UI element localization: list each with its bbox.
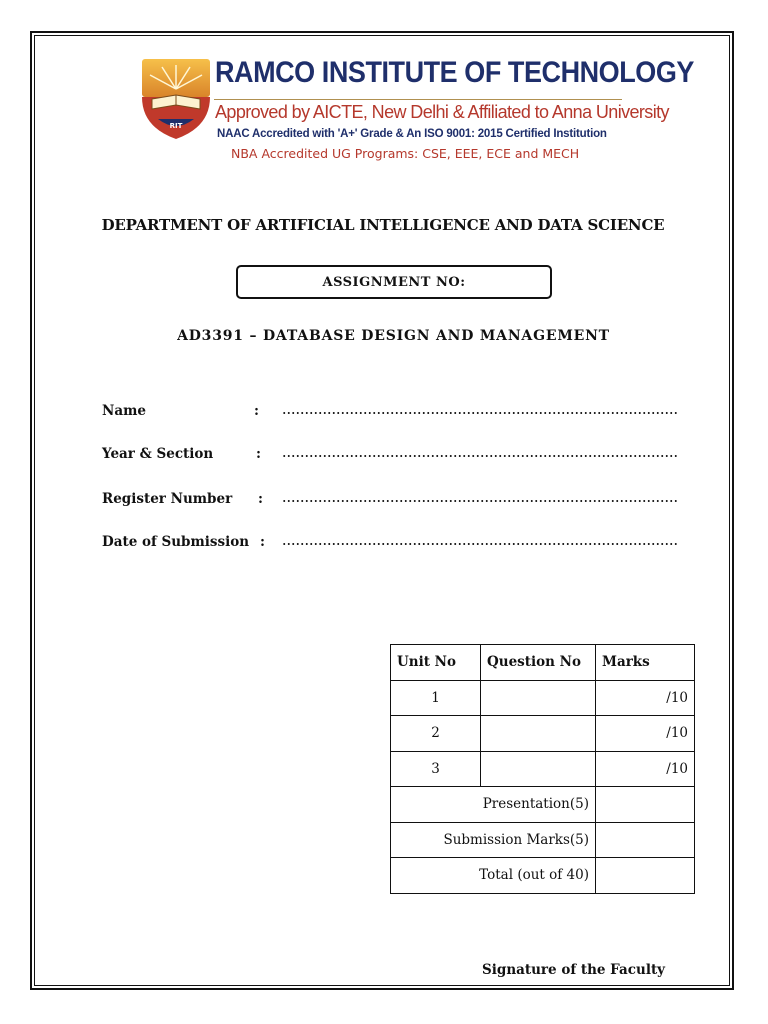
submission-label: Submission Marks(5) — [391, 822, 596, 858]
question-cell[interactable] — [481, 680, 596, 716]
field-date-of-submission-label: Date of Submission — [102, 534, 250, 550]
logo-text: RIT — [169, 122, 183, 130]
table-row — [391, 680, 695, 716]
unit-cell: 2 — [391, 716, 481, 752]
field-year-section-label: Year & Section — [102, 446, 214, 462]
field-year-section-blank[interactable] — [282, 454, 678, 458]
presentation-row — [391, 787, 695, 823]
table-row — [391, 716, 695, 752]
marks-cell[interactable]: /10 — [596, 680, 695, 716]
marks-cell[interactable]: /10 — [596, 716, 695, 752]
nba-text: NBA Accredited UG Programs: CSE, EEE, ECE and MECH — [231, 146, 580, 161]
unit-cell: 1 — [391, 680, 481, 716]
header-marks: Marks — [596, 645, 695, 681]
assignment-number-box — [236, 265, 552, 299]
submission-row — [391, 822, 695, 858]
header-question-no: Question No — [481, 645, 596, 681]
submission-marks-cell[interactable] — [596, 822, 695, 858]
table-row — [391, 751, 695, 787]
field-separator: : — [258, 491, 263, 507]
marks-cell[interactable]: /10 — [596, 751, 695, 787]
question-cell[interactable] — [481, 716, 596, 752]
question-cell[interactable] — [481, 751, 596, 787]
header-rule — [214, 99, 622, 100]
field-register-number-label: Register Number — [102, 491, 233, 507]
institute-logo — [140, 57, 212, 141]
department-title: DEPARTMENT OF ARTIFICIAL INTELLIGENCE AND DATA SCIENCE — [101, 216, 665, 234]
approval-text: Approved by AICTE, New Delhi & Affiliated to Anna University — [215, 102, 669, 122]
faculty-signature-label: Signature of the Faculty — [482, 962, 666, 978]
presentation-label: Presentation(5) — [391, 787, 596, 823]
assignment-label: ASSIGNMENT NO: — [322, 274, 466, 290]
unit-cell: 3 — [391, 751, 481, 787]
course-title: AD3391 – DATABASE DESIGN AND MANAGEMENT — [177, 328, 610, 344]
institution-name: RAMCO INSTITUTE OF TECHNOLOGY — [215, 56, 694, 89]
field-separator: : — [256, 446, 261, 462]
table-header-row — [391, 645, 695, 681]
field-separator: : — [254, 403, 259, 419]
field-register-number-blank[interactable] — [282, 499, 678, 503]
field-date-of-submission-blank[interactable] — [282, 542, 678, 546]
total-marks-cell[interactable] — [596, 858, 695, 894]
field-separator: : — [260, 534, 265, 550]
field-name-label: Name — [102, 403, 146, 419]
field-name-blank[interactable] — [282, 411, 678, 415]
total-row — [391, 858, 695, 894]
presentation-marks-cell[interactable] — [596, 787, 695, 823]
accreditation-text: NAAC Accredited with 'A+' Grade & An ISO 9001: 2015 Certified Institution — [217, 128, 607, 140]
marks-table — [390, 644, 695, 894]
header-unit-no: Unit No — [391, 645, 481, 681]
total-label: Total (out of 40) — [391, 858, 596, 894]
